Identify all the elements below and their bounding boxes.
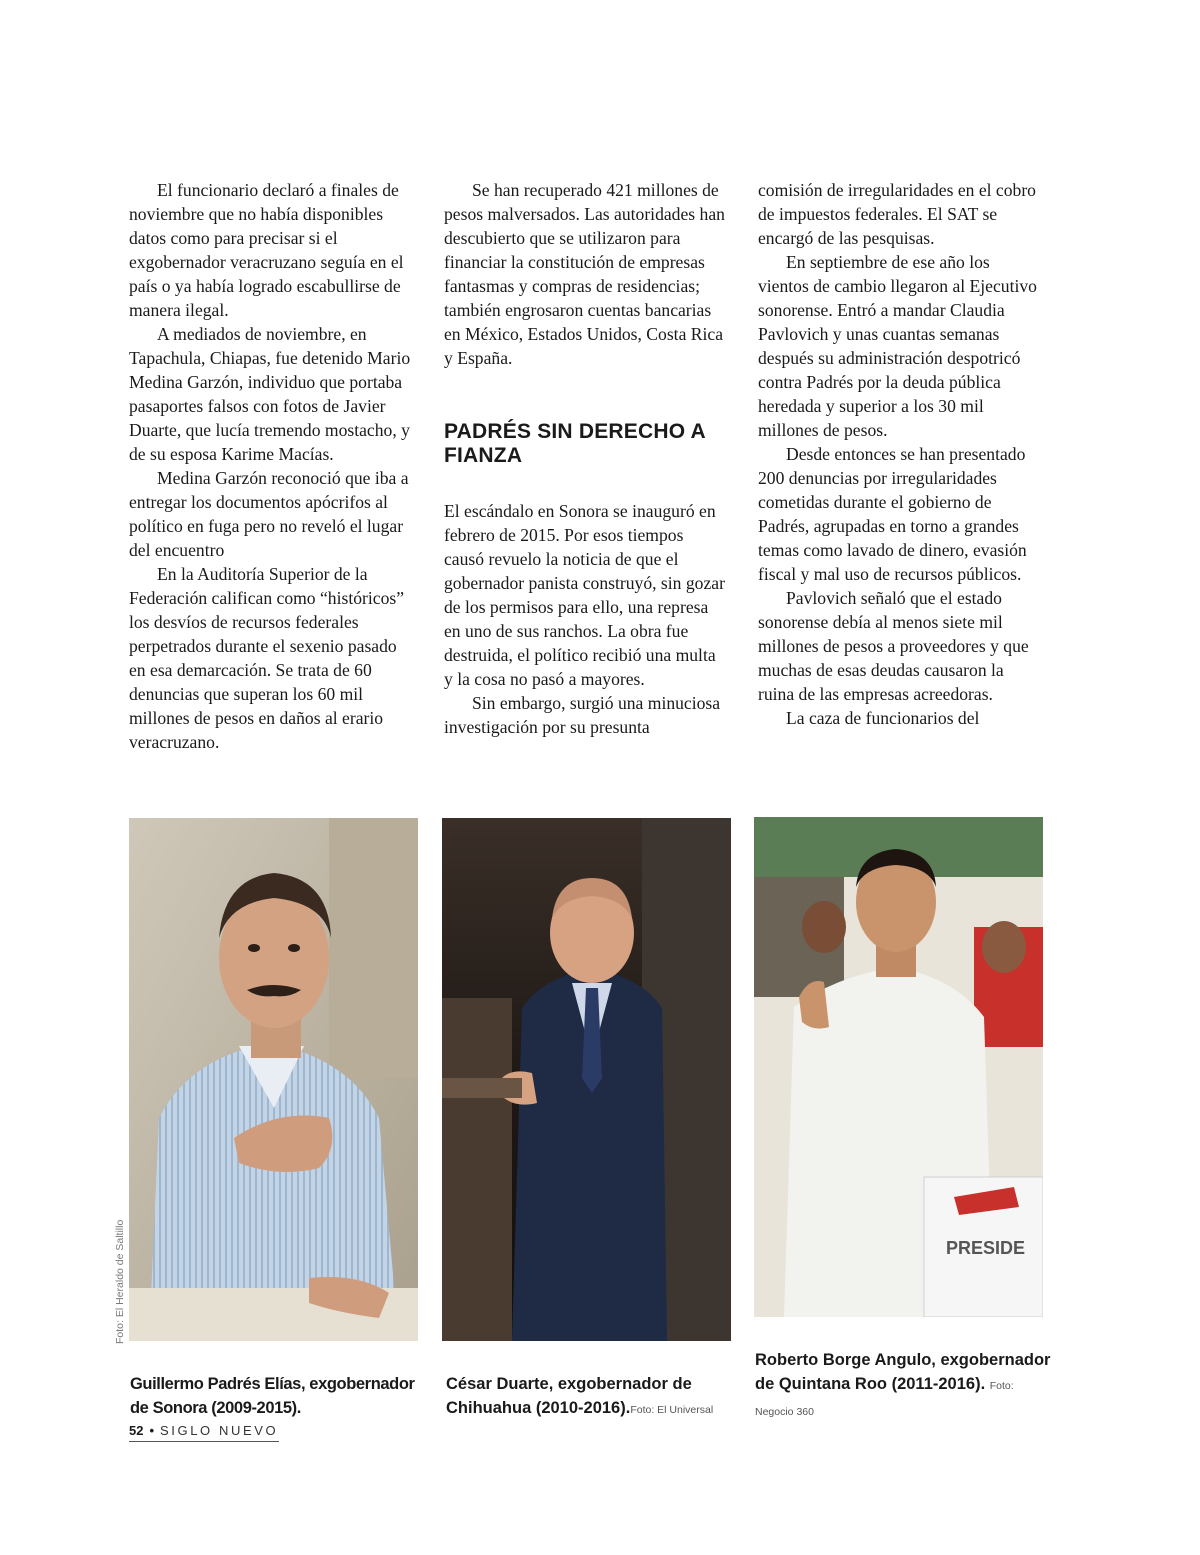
paragraph: El escándalo en Sonora se inauguró en febrero de 2015. Por esos tiempos causó revuelo la noticia de que el gobernador panista construyó, sin gozar de los permisos para ello, una represa en uno de sus ranchos. La obra fue destruida, el político recibió una multa y la cosa no pasó a mayores.	[444, 501, 725, 689]
caption-borge	[755, 1348, 1055, 1424]
photo-credit: Foto: El Universal	[630, 1404, 714, 1416]
paragraph: Pavlovich señaló que el estado sonorense debía al menos siete mil millones de pesos a proveedores y que muchas de esas deudas causaron la ruina de las empresas acreedoras.	[758, 588, 1029, 704]
section-heading: PADRÉS SIN DERECHO A FIANZA	[444, 420, 706, 467]
page-number: 52	[129, 1423, 144, 1438]
paragraph: Desde entonces se han presentado 200 denuncias por irregularidades cometidas durante el gobierno de Padrés, agrupadas en torno a grandes temas como lavado de dinero, evasión fiscal y mal uso de recursos públicos.	[758, 444, 1027, 584]
photo-credit: Foto: El Heraldo de Saltillo	[114, 1219, 126, 1344]
caption-duarte	[446, 1372, 746, 1422]
footer-separator: •	[149, 1423, 155, 1438]
paragraph: Sin embargo, surgió una minuciosa investigación por su presunta	[444, 693, 721, 737]
ballot-box-text: PRESIDE	[946, 1238, 1026, 1258]
caption-text: Guillermo Padrés Elías, exgobernador de Sonora (2009-2015).	[130, 1375, 415, 1417]
paragraph: Medina Garzón reconoció que iba a entregar los documentos apócrifos al político en fuga pero no reveló el lugar del encuentro	[129, 468, 409, 560]
magazine-name: SIGLO NUEVO	[160, 1423, 279, 1438]
article-column-3	[758, 178, 1040, 730]
page-footer	[129, 1423, 279, 1442]
article-column-1	[129, 178, 411, 754]
paragraph: La caza de funcionarios del	[786, 708, 980, 728]
paragraph: A mediados de noviembre, en Tapachula, Chiapas, fue detenido Mario Medina Garzón, individuo que portaba pasaportes falsos con fotos de Javier Duarte, que lucía tremendo mostacho, y de su esposa Karime Macías.	[129, 324, 411, 464]
paragraph: En la Auditoría Superior de la Federación califican como “históricos” los desvíos de recursos federales perpetrados durante el sexenio pasado en esa demarcación. Se trata de 60 denuncias que superan los 60 mil millones de pesos en daños al erario veracruzano.	[129, 564, 405, 752]
paragraph: En septiembre de ese año los vientos de cambio llegaron al Ejecutivo sonorense. Entró a mandar Claudia Pavlovich y unas cuantas semanas después su administración despotricó contra Padrés por la deuda pública heredada y superior a los 30 mil millones de pesos.	[758, 252, 1037, 440]
caption-text: Roberto Borge Angulo, exgobernador de Quintana Roo (2011-2016).	[755, 1351, 1051, 1393]
paragraph: Se han recuperado 421 millones de pesos malversados. Las autoridades han descubierto que se utilizaron para financiar la constitución de empresas fantasmas y compras de residencias; también engrosaron cuentas bancarias en México, Estados Unidos, Costa Rica y España.	[444, 180, 725, 368]
photo-roberto-borge	[754, 817, 1043, 1317]
caption-text: César Duarte, exgobernador de Chihuahua (2010-2016).	[446, 1375, 692, 1417]
photo-cesar-duarte	[442, 818, 731, 1341]
caption-padres	[130, 1372, 430, 1420]
photo-guillermo-padres	[129, 818, 418, 1341]
paragraph: El funcionario declaró a finales de noviembre que no había disponibles datos como para precisar si el exgobernador veracruzano seguía en el país o ya había logrado escabullirse de manera ilegal.	[129, 180, 404, 320]
paragraph: comisión de irregularidades en el cobro de impuestos federales. El SAT se encargó de las pesquisas.	[758, 180, 1036, 248]
photo-credit: Foto: Negocio 360	[755, 1380, 1014, 1418]
article-column-2	[444, 178, 726, 739]
